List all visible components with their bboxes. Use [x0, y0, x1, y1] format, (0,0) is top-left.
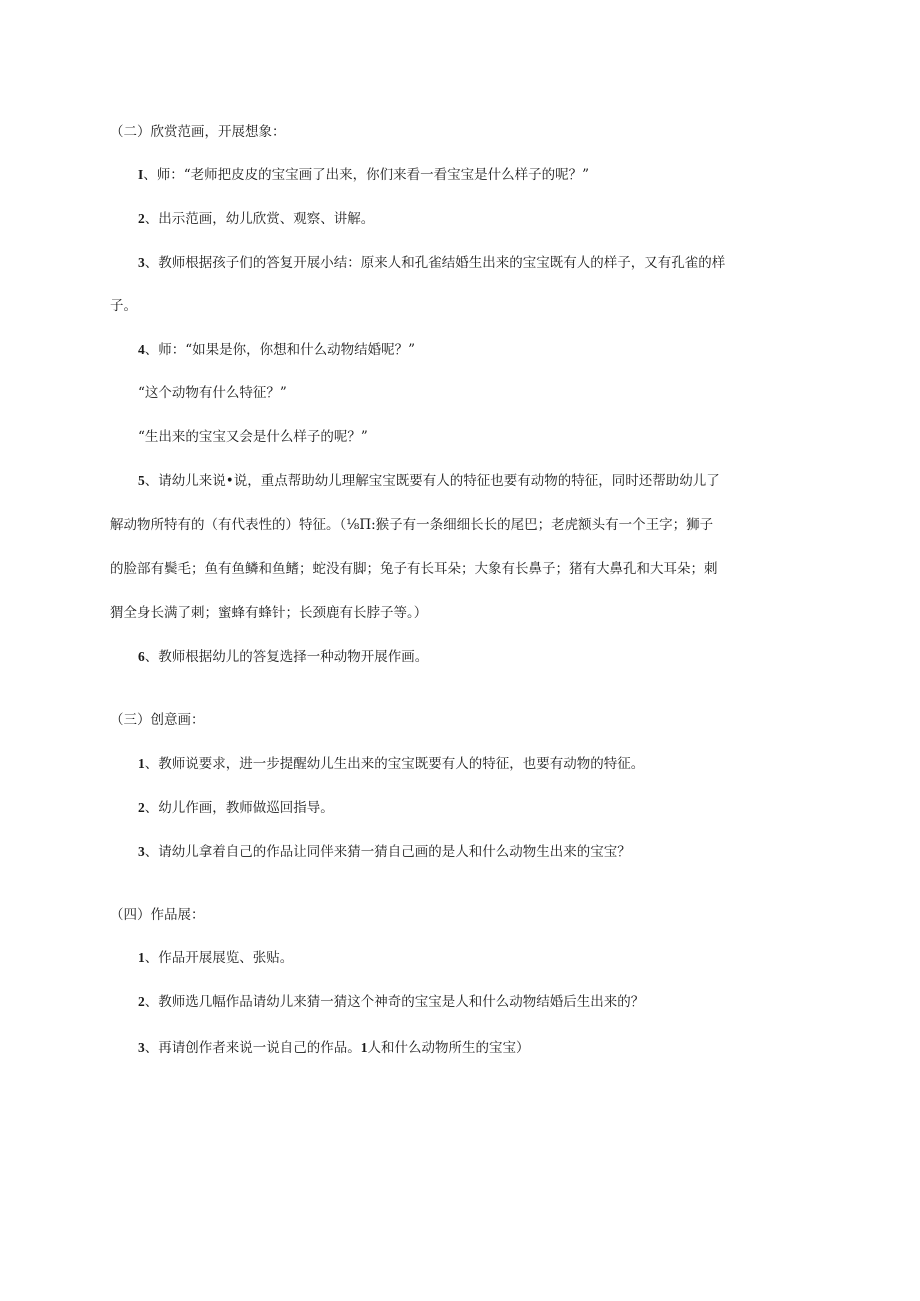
item-text: 、再请创作者来说一说自己的作品。 [144, 1040, 361, 1056]
item-number: 6 [138, 649, 145, 664]
section-4-item-1 [138, 948, 293, 968]
section-4-item-2 [138, 992, 644, 1012]
section-2-item-4-question-2: “生出来的宝宝又会是什么样子的呢？” [138, 429, 368, 445]
item-text: 、师：“如果是你，你想和什么动物结婚呢？” [144, 342, 416, 358]
item-number: 2 [138, 211, 145, 226]
item-number: 1 [138, 950, 145, 965]
item-text: 、教师选几幅作品请幼儿来猜一猜这个神奇的宝宝是人和什么动物结婚后生出来的？ [144, 994, 645, 1010]
item-text: 、师：“老师把皮皮的宝宝画了出来，你们来看一看宝宝是什么样子的呢？” [143, 167, 590, 183]
section-2-item-1 [138, 165, 589, 185]
item-text: 、幼儿作画，教师做巡回指导。 [144, 800, 334, 816]
section-2-item-5-line-4: 猬全身长满了刺；蜜蜂有蜂针；长颈鹿有长脖子等。） [110, 605, 428, 621]
item-inline-number: 1 [360, 1040, 368, 1055]
item-number: 5 [138, 473, 145, 488]
section-2-heading: （二）欣赏范画，开展想象： [110, 124, 286, 140]
item-text: 、作品开展展览、张贴。 [144, 950, 294, 966]
section-2-item-4-question-1: “这个动物有什么特征？” [138, 385, 287, 401]
item-number: 3 [138, 844, 145, 859]
item-text-continued: 人和什么动物所生的宝宝） [367, 1040, 530, 1056]
section-2-item-3 [138, 253, 725, 273]
section-2-item-5-line-3: 的脸部有鬓毛；鱼有鱼鳞和鱼鳍；蛇没有脚；兔子有长耳朵；大象有长鼻子；猪有大鼻孔和大耳朵；刺 [110, 561, 718, 577]
item-number: 3 [138, 1040, 145, 1055]
item-text: 、教师说要求，进一步提醒幼儿生出来的宝宝既要有人的特征，也要有动物的特征。 [144, 756, 645, 772]
item-number: 1 [138, 756, 145, 771]
item-text: 、请幼儿来说•说，重点帮助幼儿理解宝宝既要有人的特征也要有动物的特征，同时还帮助幼儿了 [144, 473, 720, 489]
item-text: 、教师根据幼儿的答复选择一种动物开展作画。 [144, 649, 429, 665]
section-3-item-2 [138, 798, 334, 818]
section-3-item-1 [138, 754, 644, 774]
section-3-heading: （三）创意画： [110, 712, 205, 728]
section-4-heading: （四）作品展： [110, 907, 205, 923]
section-2-item-5-line-2: 解动物所特有的（有代表性的）特征。（⅛Π:猴子有一条细细长长的尾巴；老虎额头有一个王字；狮子 [110, 517, 714, 533]
item-text: 、教师根据孩子们的答复开展小结：原来人和孔雀结婚生出来的宝宝既有人的样子，又有孔雀的样 [144, 255, 726, 271]
item-number: 2 [138, 994, 145, 1009]
item-text: 、出示范画，幼儿欣赏、观察、讲解。 [144, 211, 375, 227]
item-number: 4 [138, 342, 145, 357]
item-text: 、请幼儿拿着自己的作品让同伴来猜一猜自己画的是人和什么动物生出来的宝宝？ [144, 844, 631, 860]
section-3-item-3 [138, 842, 631, 862]
section-2-item-4 [138, 340, 415, 360]
item-number: I [138, 167, 144, 182]
section-2-item-3-continued: 子。 [110, 298, 137, 314]
item-number: 3 [138, 255, 145, 270]
section-2-item-5 [138, 471, 720, 491]
section-2-item-6 [138, 647, 428, 667]
section-2-item-2 [138, 209, 374, 229]
item-number: 2 [138, 800, 145, 815]
section-4-item-3 [138, 1038, 530, 1058]
